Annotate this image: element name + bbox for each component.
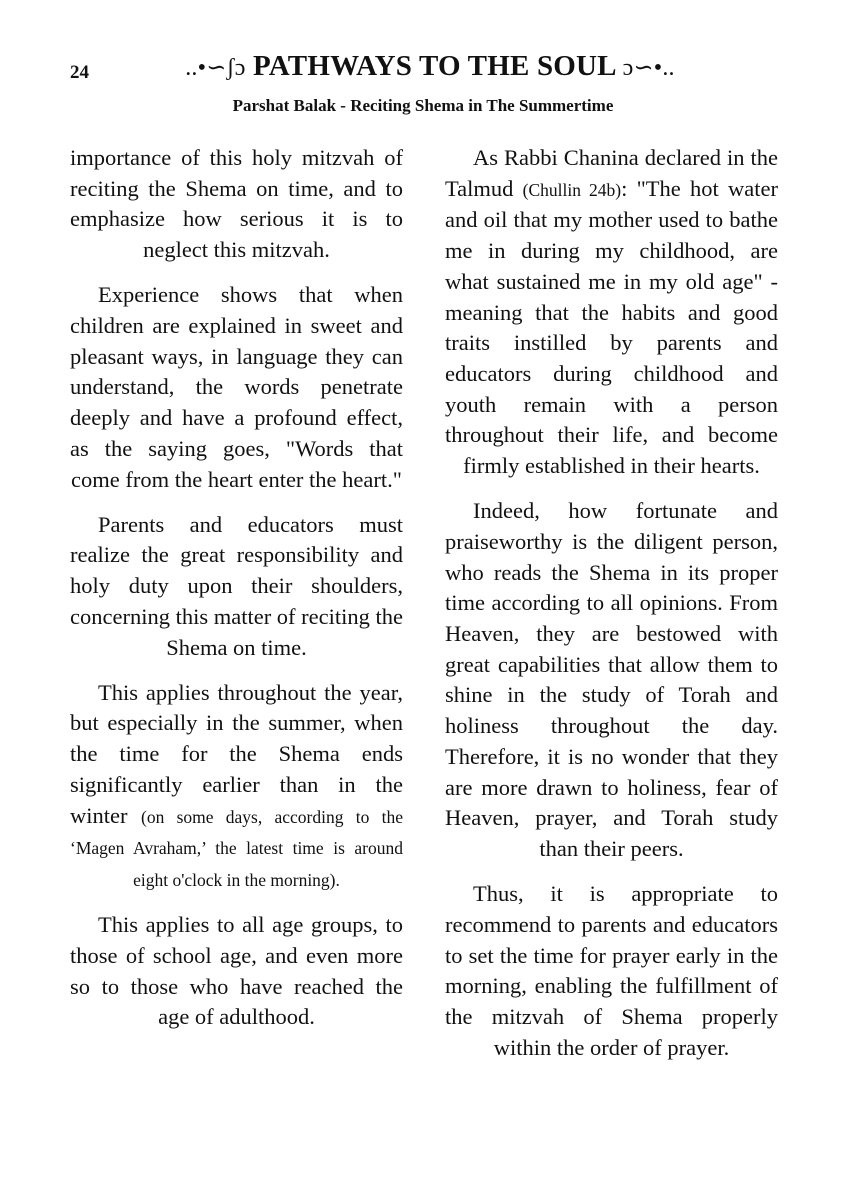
running-header xyxy=(130,50,730,83)
page-number: 24 xyxy=(70,62,89,83)
ornament-right-icon: ɔ∽•.. xyxy=(622,55,675,81)
paragraph-text: Indeed, how fortunate and praiseworthy is the diligent person, who reads the Shema in its proper time according to all opinions. From Heaven, they are bestowed with great capabilities that allow them to shine in the study of Torah and holiness throughout the day. Therefore, it is no wonder that they are more drawn to holiness, fear of Heaven, prayer, and Torah study than their peers. xyxy=(445,498,778,861)
source-citation: (Chullin 24b) xyxy=(522,179,622,200)
parenthetical-note: (on some days, according to the ‘Magen Avraham,’ the latest time is around eight o'clock in the morning). xyxy=(70,806,404,890)
book-title: PATHWAYS TO THE SOUL xyxy=(253,50,616,82)
right-column xyxy=(445,143,778,1078)
paragraph xyxy=(70,143,403,266)
paragraph-text: : "The hot water and oil that my mother used to bathe me in during my childhood, are what sustained me in my old age" - meaning that the habits and good traits instilled by parents and educators during childhood and youth remain with a person throughout their life, and become firmly established in their hearts. xyxy=(445,175,778,479)
paragraph-text: Experience shows that when children are explained in sweet and pleasant ways, in language they can understand, the words penetrate deeply and have a profound effect, as the saying goes, "Words that come from the heart enter the heart." xyxy=(70,282,403,492)
paragraph-text: Parents and educators must realize the great responsibility and holy duty upon their shoulders, concerning this matter of reciting the Shema on time. xyxy=(70,511,404,660)
chapter-subtitle: Parshat Balak - Reciting Shema in The Summertime xyxy=(232,96,614,115)
paragraph-text: importance of this holy mitzvah of reciting the Shema on time, and to emphasize how serious it is to neglect this mitzvah. xyxy=(70,145,403,263)
paragraph-text: Thus, it is appropriate to recommend to parents and educators to set the time for prayer early in the morning, enabling the fulfillment of the mitzvah of Shema properly within the order of prayer. xyxy=(445,881,778,1060)
paragraph-text: This applies throughout the year, but especially in the summer, when the time for the Shema ends significantly earlier than in the winter xyxy=(70,679,403,828)
paragraph xyxy=(70,910,403,1033)
paragraph xyxy=(445,496,778,864)
paragraph xyxy=(445,143,778,482)
paragraph xyxy=(445,879,778,1063)
paragraph xyxy=(70,510,403,664)
paragraph-text: This applies to all age groups, to those of school age, and even more so to those who have reached the age of adulthood. xyxy=(70,912,403,1030)
left-column xyxy=(70,143,403,1047)
ornament-left-icon: ..•∽ʃɔ xyxy=(185,55,246,81)
paragraph-text: As Rabbi Chanina declared in the Talmud xyxy=(445,145,778,201)
paragraph xyxy=(70,280,403,495)
paragraph xyxy=(70,678,403,896)
